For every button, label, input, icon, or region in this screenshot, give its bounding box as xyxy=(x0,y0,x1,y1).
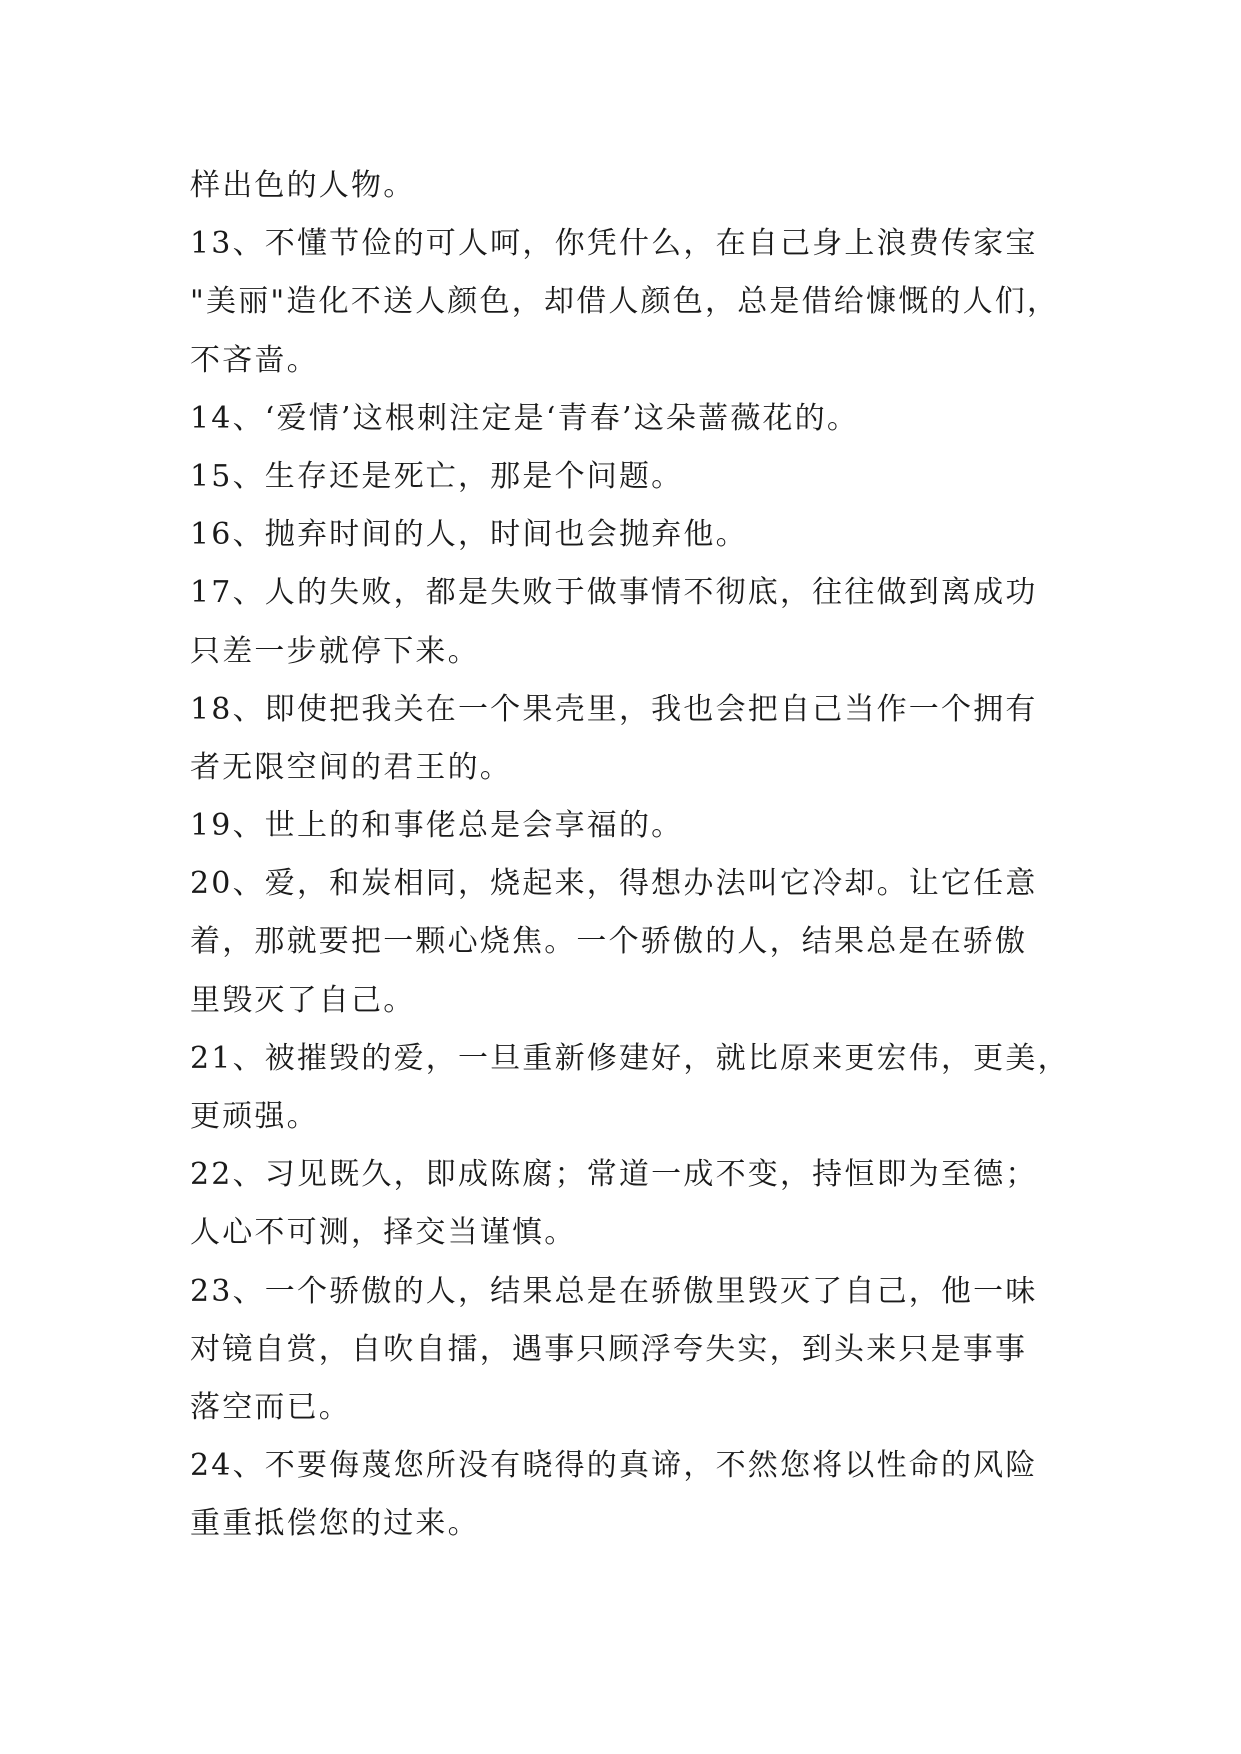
text-line: 21、被摧毁的爱，一旦重新修建好，就比原来更宏伟，更美， xyxy=(190,1040,1070,1076)
text-line: 15、生存还是死亡，那是个问题。 xyxy=(190,458,684,494)
text-line: 对镜自赏，自吹自擂，遇事只顾浮夸失实，到头来只是事事 xyxy=(190,1331,1028,1367)
quote-text-block xyxy=(190,157,1070,1554)
text-line: 19、世上的和事佬总是会享福的。 xyxy=(190,808,684,844)
text-line: 13、不懂节俭的可人呵，你凭什么，在自己身上浪费传家宝 xyxy=(190,226,1038,262)
text-line: 样出色的人物。 xyxy=(190,168,416,203)
text-line: 只差一步就停下来。 xyxy=(190,633,480,669)
text-line: 人心不可测，择交当谨慎。 xyxy=(190,1215,577,1251)
text-line: "美丽"造化不送人颜色，却借人颜色，总是借给慷慨的人们， xyxy=(190,284,1060,320)
text-line: 不吝啬。 xyxy=(190,342,319,378)
text-line: 更顽强。 xyxy=(190,1099,319,1134)
text-line: 落空而已。 xyxy=(190,1389,351,1425)
text-line: 23、一个骄傲的人，结果总是在骄傲里毁灭了自己，他一味 xyxy=(190,1273,1038,1309)
text-line: 着，那就要把一颗心烧焦。一个骄傲的人，结果总是在骄傲 xyxy=(190,924,1028,960)
text-line: 16、抛弃时间的人，时间也会抛弃他。 xyxy=(190,517,748,553)
text-line: 18、即使把我关在一个果壳里，我也会把自己当作一个拥有 xyxy=(190,691,1038,727)
text-line: 重重抵偿您的过来。 xyxy=(190,1506,480,1542)
text-line: 24、不要侮蔑您所没有晓得的真谛，不然您将以性命的风险 xyxy=(190,1448,1038,1484)
text-line: 里毁灭了自己。 xyxy=(190,982,416,1018)
text-line: 14、‘爱情’这根刺注定是‘青春’这朵蔷薇花的。 xyxy=(190,400,860,436)
text-line: 20、爱，和炭相同，烧起来，得想办法叫它冷却。让它任意 xyxy=(190,866,1038,902)
text-line: 者无限空间的君王的。 xyxy=(190,749,512,785)
text-line: 22、习见既久，即成陈腐；常道一成不变，持恒即为至德； xyxy=(190,1157,1038,1193)
text-line: 17、人的失败，都是失败于做事情不彻底，往往做到离成功 xyxy=(190,575,1038,611)
